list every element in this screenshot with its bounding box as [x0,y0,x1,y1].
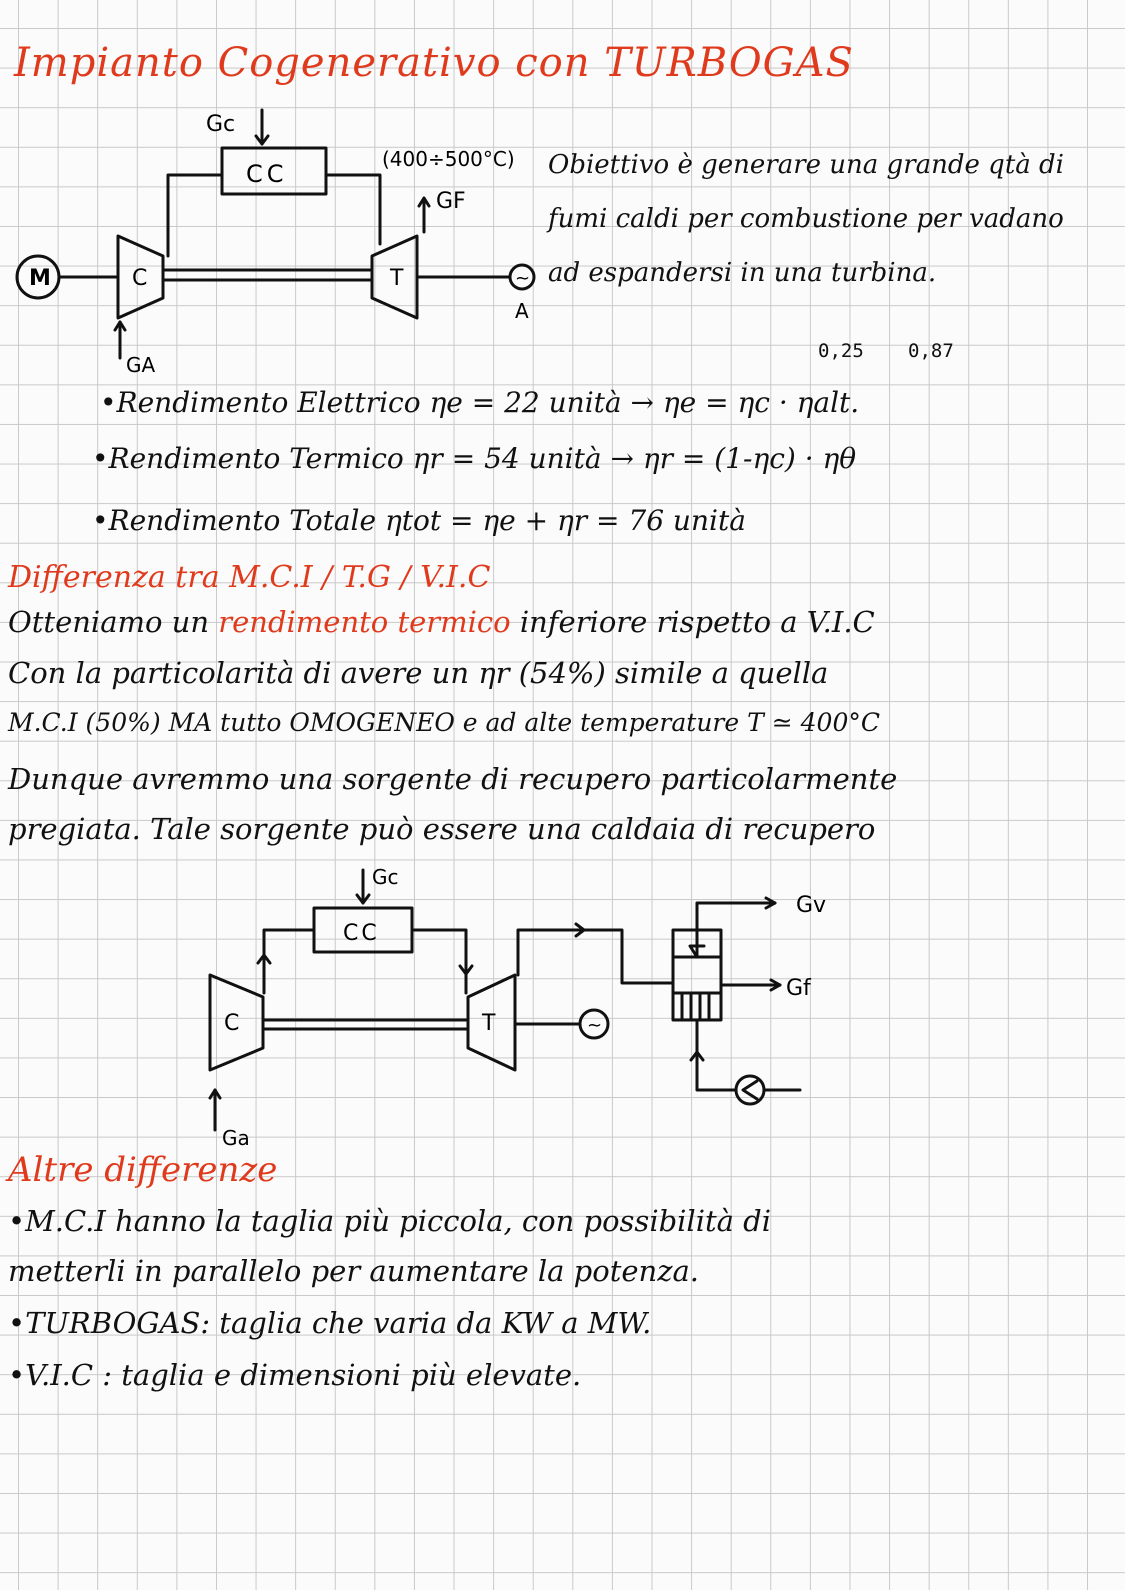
paragraph-line-4: Dunque avremmo una sorgente di recupero particolarmente [8,762,898,796]
electric-efficiency: •Rendimento Elettrico ηe = 22 unità → ηe = ηc · ηalt. [100,386,860,419]
section-heading-differences: Differenza tra M.C.I / T.G / V.I.C [8,560,491,595]
paragraph-line-2: Con la particolarità di avere un ηr (54%) simile a quella [8,656,829,690]
other-line-3: •TURBOGAS: taglia che varia da KW a MW. [8,1306,652,1340]
steam-label: Gv [796,893,827,918]
air-label: GA [126,353,156,377]
combustion-chamber-label: CC [246,160,288,188]
alternator-icon: ~ [515,268,531,289]
objective-line-2: fumi caldi per combustione per vadano [548,204,1064,234]
combustion-chamber-label-2: CC [343,921,380,946]
value-above-eta-c: 0,25 [818,340,864,362]
paragraph-line-3: M.C.I (50%) MA tutto OMOGENEO e ad alte temperature T ≃ 400°C [8,708,880,737]
thermal-efficiency: •Rendimento Termico ηr = 54 unità → ηr = (1-ηc) · ηθ [92,442,857,475]
fuel-label-2: Gc [372,865,399,889]
compressor-label: C [132,266,148,291]
motor-label: M [29,266,51,291]
paragraph-line-1: Otteniamo un rendimento termico inferiore rispetto a V.I.C [8,605,875,639]
objective-line-3: ad espandersi in una turbina. [548,258,937,288]
paragraph-line-5: pregiata. Tale sorgente può essere una caldaia di recupero [8,812,876,846]
turbine-label-2: T [482,1011,496,1036]
pump-symbol [736,1076,764,1104]
compressor-label-2: C [224,1011,240,1036]
fumes-label-2: Gf [786,976,811,1001]
section-heading-other-differences: Altre differenze [8,1150,278,1190]
cogeneration-diagram-2 [210,870,800,1130]
value-above-eta-alt: 0,87 [908,340,954,362]
other-line-4: •V.I.C : taglia e dimensioni più elevate. [8,1358,582,1392]
temperature-label: (400÷500°C) [382,147,515,171]
air-label-2: Ga [222,1126,250,1150]
page-title: Impianto Cogenerativo con TURBOGAS [14,40,854,86]
alternator-label: A [515,299,529,323]
turbine-label: T [390,266,404,291]
objective-line-1: Obiettivo è generare una grande qtà di [548,150,1064,180]
alternator-icon-2: ~ [587,1015,603,1036]
other-line-2: metterli in parallelo per aumentare la potenza. [8,1254,699,1288]
other-line-1: •M.C.I hanno la taglia più piccola, con possibilità di [8,1204,771,1238]
fuel-label: Gc [206,112,236,137]
total-efficiency: •Rendimento Totale ηtot = ηe + ηr = 76 unità [92,504,746,537]
fumes-label: GF [436,189,466,214]
